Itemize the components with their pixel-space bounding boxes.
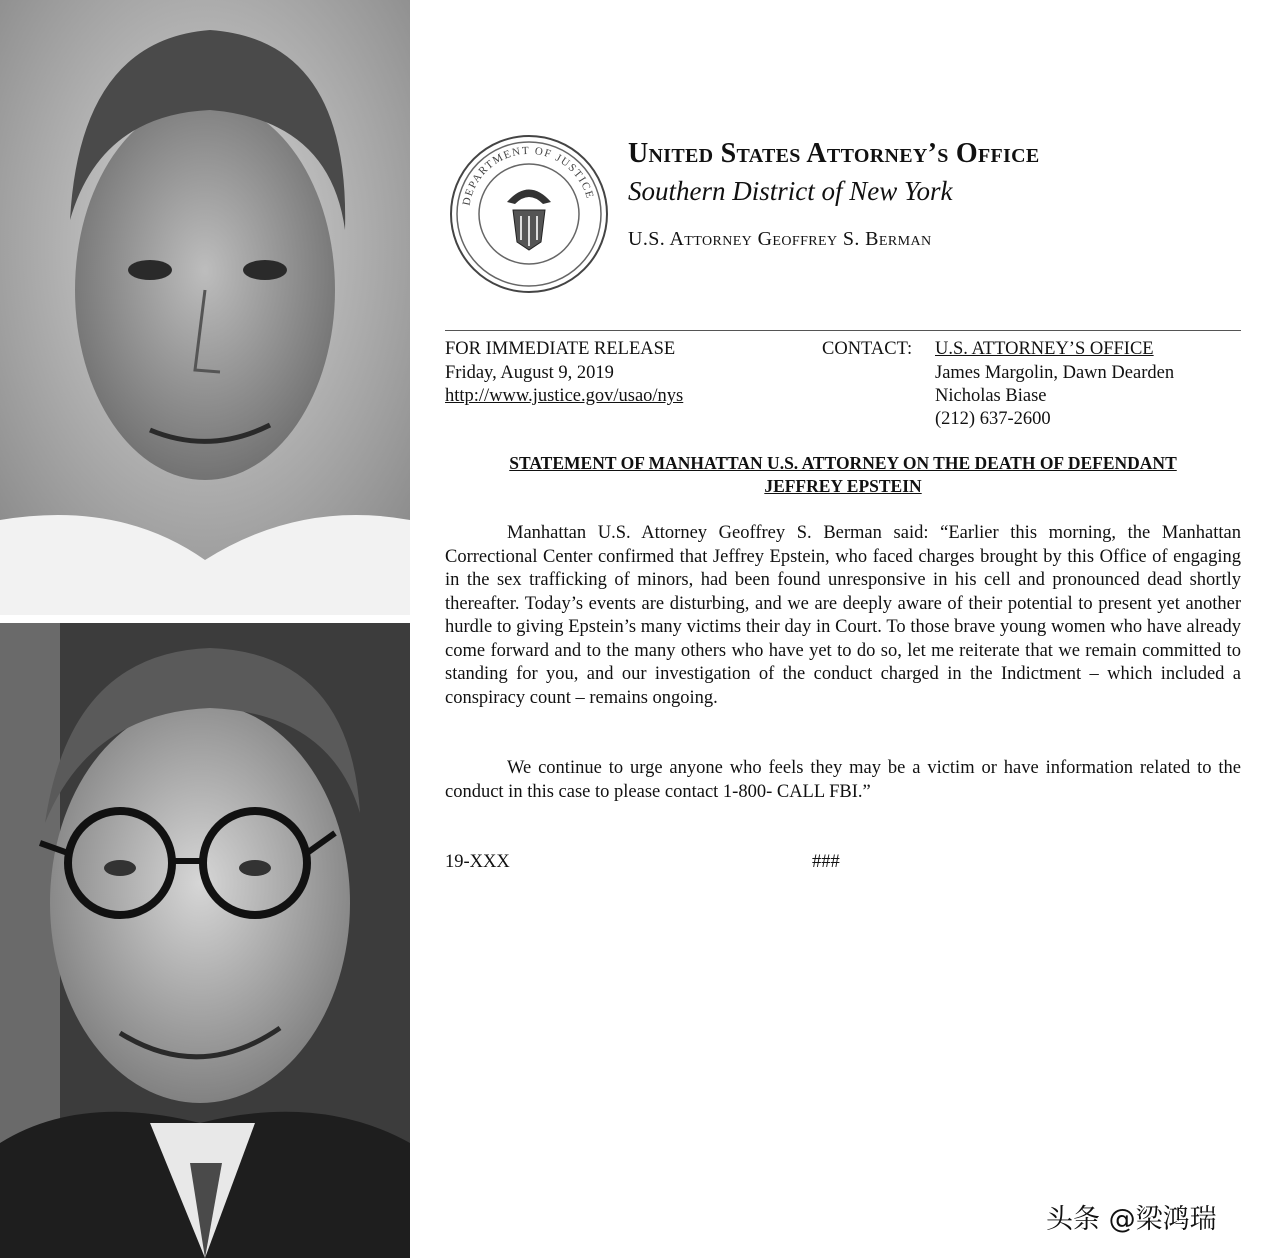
headline-line2: JEFFREY EPSTEIN — [764, 476, 922, 496]
contact-office: U.S. ATTORNEY’S OFFICE — [935, 339, 1154, 359]
release-number: 19-XXX — [445, 852, 510, 872]
release-label: FOR IMMEDIATE RELEASE — [445, 339, 676, 359]
contact-phone: (212) 637-2600 — [935, 409, 1051, 429]
end-mark: ### — [812, 852, 840, 872]
paragraph-2-text: We continue to urge anyone who feels they may be a victim or have information related to the conduct in this case to please contact 1-800- CALL FBI.” — [445, 758, 1241, 802]
paragraph-1-text: Manhattan U.S. Attorney Geoffrey S. Berman said: “Earlier this morning, the Manhattan Correctional Center confirmed that Jeffrey Epstein, who faced charges brought by this Office of engaging in the sex trafficking of minors, had been found unresponsive in his cell and pronounced dead shortly thereafter. Today’s events are disturbing, and we are deeply aware of their potential to present yet another hurdle to giving Epstein’s many victims their day in Court. To those brave young women who have already come forward and to the many others who have yet to do so, let me reiterate that we remain committed to standing for you, and our investigation of the conduct charged in the Indictment – which included a conspiracy count – remains ongoing. — [445, 523, 1241, 708]
statement-paragraph-1 — [445, 522, 1241, 710]
office-subtitle: Southern District of New York — [628, 176, 953, 206]
office-title: United States Attorney’s Office — [628, 138, 1040, 169]
release-url-link[interactable]: http://www.justice.gov/usao/nys — [445, 386, 684, 406]
watermark: 头条 @梁鸿瑞 — [1046, 1204, 1217, 1235]
office-attorney: U.S. Attorney Geoffrey S. Berman — [628, 228, 932, 250]
release-date: Friday, August 9, 2019 — [445, 363, 614, 383]
department-of-justice-seal-icon — [447, 132, 611, 296]
contact-names-line2: Nicholas Biase — [935, 386, 1047, 406]
portrait-photo-bottom — [0, 623, 410, 1258]
seal-text: DEPARTMENT OF JUSTICE — [460, 144, 597, 207]
statement-paragraph-2 — [445, 757, 1241, 804]
contact-names-line1: James Margolin, Dawn Dearden — [935, 363, 1175, 383]
headline-line1: STATEMENT OF MANHATTAN U.S. ATTORNEY ON THE DEATH OF DEFENDANT — [509, 453, 1177, 473]
header-divider — [445, 330, 1241, 331]
contact-label: CONTACT: — [822, 339, 913, 359]
statement-headline — [445, 452, 1241, 498]
portrait-photo-top — [0, 0, 410, 615]
